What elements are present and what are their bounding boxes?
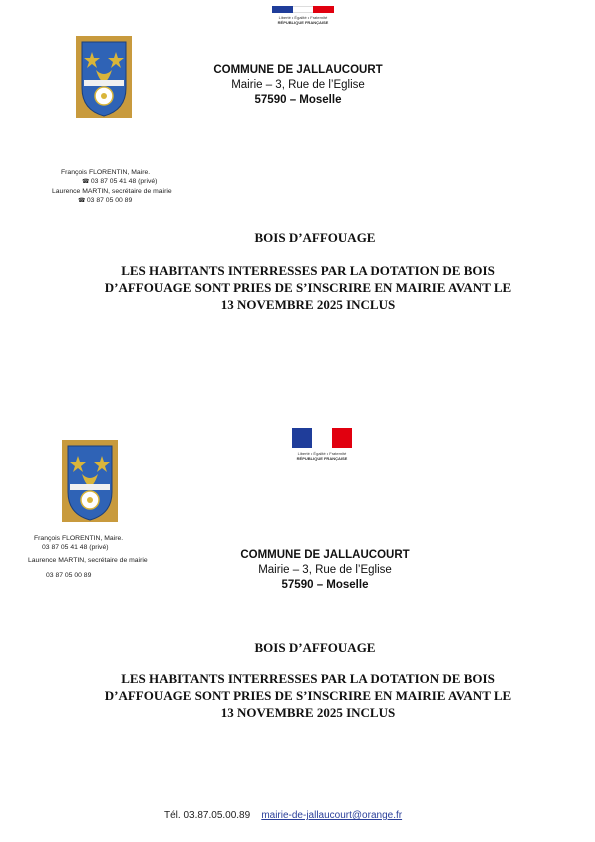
notice-line: 13 NOVEMBRE 2025 INCLUS	[220, 297, 396, 312]
contact-block	[52, 168, 212, 206]
commune-header	[193, 63, 403, 108]
footer	[164, 810, 464, 821]
mayor-name: François FLORENTIN, Maire.	[61, 169, 151, 176]
republic-name: RÉPUBLIQUE FRANÇAISE	[296, 456, 348, 461]
tricolor-flag-icon	[292, 428, 352, 448]
secretary-phone: 03 87 05 00 89	[46, 572, 92, 579]
contact-block	[28, 534, 198, 580]
republique-francaise-logo	[292, 428, 352, 461]
commune-postal: 57590 – Moselle	[254, 94, 342, 106]
coat-of-arms-icon	[76, 36, 132, 108]
secretary-name: Laurence MARTIN, secrétaire de mairie	[28, 557, 148, 564]
mayor-phone: 03 87 05 41 48 (privé)	[90, 178, 158, 185]
notice-line: 13 NOVEMBRE 2025 INCLUS	[220, 705, 396, 720]
republic-motto: Liberté • Égalité • Fraternité	[297, 451, 347, 456]
mayor-name: François FLORENTIN, Maire.	[34, 535, 124, 542]
notice-line: D’AFFOUAGE SONT PRIES DE S’INSCRIRE EN MAIRIE AVANT LE	[104, 280, 512, 295]
notice-line: D’AFFOUAGE SONT PRIES DE S’INSCRIRE EN MAIRIE AVANT LE	[104, 688, 512, 703]
notice-title: BOIS D’AFFOUAGE	[254, 230, 376, 245]
mayor-phone: 03 87 05 41 48 (privé)	[42, 544, 109, 551]
secretary-phone: 03 87 05 00 89	[86, 197, 133, 204]
phone-icon: ☎	[78, 198, 86, 204]
republic-name: RÉPUBLIQUE FRANÇAISE	[277, 20, 329, 25]
notice-line: LES HABITANTS INTERRESSES PAR LA DOTATION DE BOIS	[121, 671, 495, 686]
commune-header	[220, 548, 430, 593]
notice-body	[48, 670, 568, 721]
coat-of-arms-icon	[62, 440, 118, 512]
commune-address: Mairie – 3, Rue de l’Eglise	[258, 564, 392, 576]
commune-postal: 57590 – Moselle	[281, 579, 369, 591]
commune-name: COMMUNE DE JALLAUCOURT	[213, 64, 383, 76]
footer-phone: Tél. 03.87.05.00.89	[164, 810, 251, 821]
notice-title: BOIS D’AFFOUAGE	[254, 640, 376, 655]
notice-line: LES HABITANTS INTERRESSES PAR LA DOTATION DE BOIS	[121, 263, 495, 278]
republique-francaise-logo	[272, 6, 334, 25]
footer-email-link[interactable]: mairie-de-jallaucourt@orange.fr	[261, 810, 403, 821]
commune-address: Mairie – 3, Rue de l’Eglise	[231, 79, 365, 91]
tricolor-flag-icon	[272, 6, 334, 13]
notice-body	[48, 262, 568, 313]
commune-name: COMMUNE DE JALLAUCOURT	[240, 549, 410, 561]
republic-motto: Liberté • Égalité • Fraternité	[278, 15, 328, 20]
phone-icon: ☎	[82, 179, 90, 185]
secretary-name: Laurence MARTIN, secrétaire de mairie	[52, 188, 172, 195]
